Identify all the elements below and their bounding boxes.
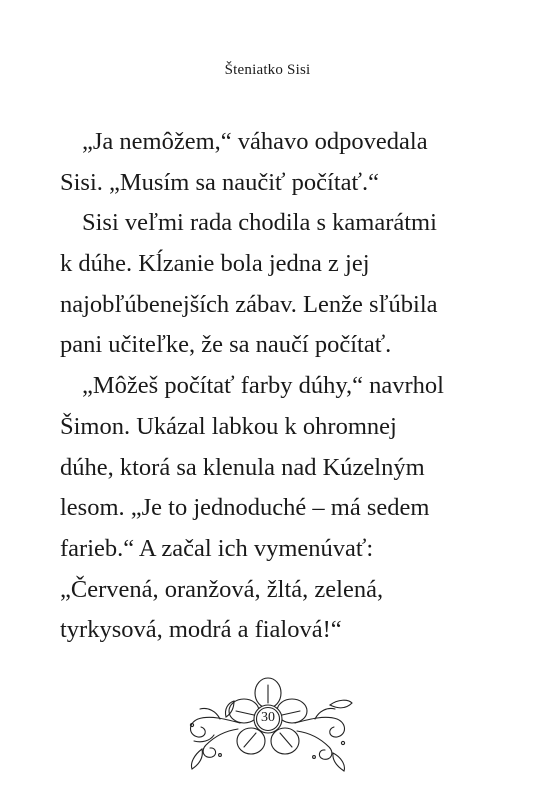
text-line: tyrkysová, modrá a fialová!“ xyxy=(60,616,342,644)
text-line: pani učiteľke, že sa naučí počítať. xyxy=(60,331,392,359)
text-line: najobľúbenejších zábav. Lenže sľúbila xyxy=(60,290,438,318)
text-line: „Červená, oranžová, žltá, zelená, xyxy=(60,575,384,603)
text-line: „Môžeš počítať farby dúhy,“ navrhol xyxy=(82,372,444,400)
text-line: Sisi veľmi rada chodila s kamarátmi xyxy=(82,209,437,237)
page-number: 30 xyxy=(261,710,275,725)
text-line: dúhe, ktorá sa klenula nad Kúzelným xyxy=(60,453,425,481)
running-header: Šteniatko Sisi xyxy=(224,62,311,78)
text-line: k dúhe. Kĺzanie bola jedna z jej xyxy=(60,250,370,278)
text-line: lesom. „Je to jednoduché – má sedem xyxy=(60,494,430,522)
text-line: Šimon. Ukázal labkou k ohromnej xyxy=(60,412,397,440)
text-line: „Ja nemôžem,“ váhavo odpovedala xyxy=(82,128,428,155)
body-text xyxy=(60,122,490,651)
text-line: farieb.“ A začal ich vymenúvať: xyxy=(60,534,374,562)
text-line: Sisi. „Musím sa naučiť počítať.“ xyxy=(60,168,379,196)
